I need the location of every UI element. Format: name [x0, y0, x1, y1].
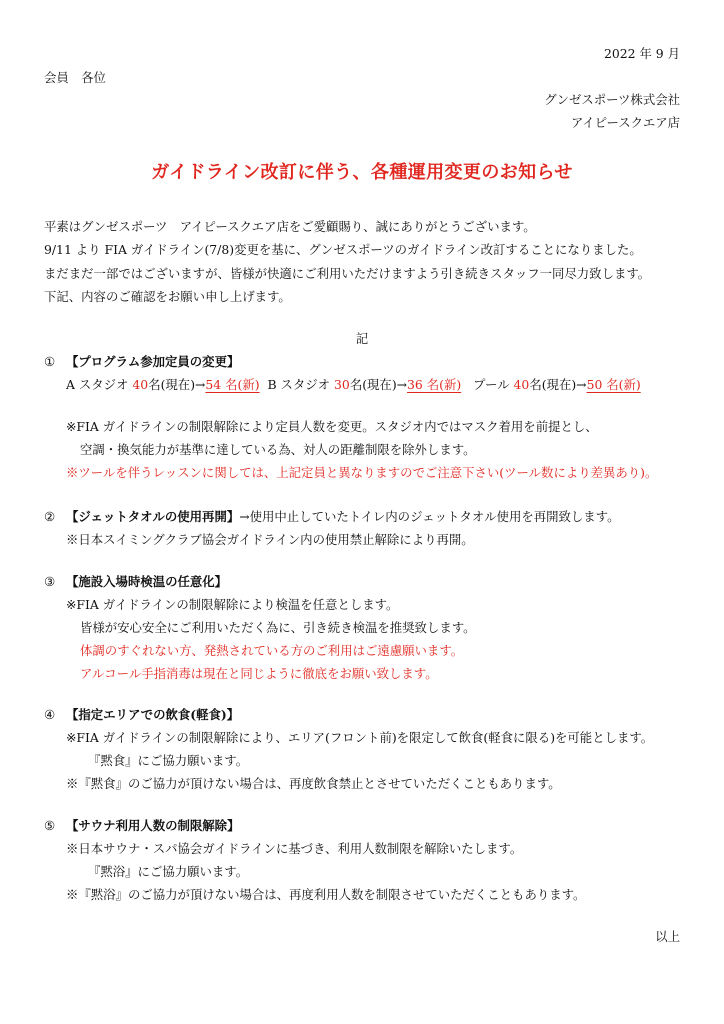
studio-a-new-count: 54 名(新) — [205, 377, 260, 392]
section-2-heading: 【ジェットタオルの使用再開】 — [66, 509, 240, 524]
studio-b-old-suffix: 名(現在)→ — [349, 377, 408, 392]
section-2-number: ② — [44, 509, 56, 524]
intro-line-4: 下記、内容のご確認をお願い申し上げます。 — [44, 289, 291, 304]
pool-old-count: 40 — [513, 377, 530, 392]
section-4-heading: 【指定エリアでの飲食(軽食)】 — [66, 707, 240, 722]
closing-mark: 以上 — [655, 929, 680, 944]
section-5-note-2: 『黙浴』にご協力願います。 — [88, 864, 249, 879]
section-1-note-1: ※FIA ガイドラインの制限解除により定員人数を変更。スタジオ内ではマスク着用を前提とし、 — [66, 419, 598, 434]
section-3-heading: 【施設入場時検温の任意化】 — [66, 574, 228, 589]
studio-b-old-count: 30 — [334, 377, 350, 392]
section-4-number: ④ — [44, 707, 56, 722]
section-1-note-2: 空調・換気能力が基準に達している為、対人の距離制限を除外します。 — [80, 442, 476, 457]
section-3-number: ③ — [44, 574, 56, 589]
section-2-note-1: ※日本スイミングクラブ協会ガイドライン内の使用禁止解除により再開。 — [66, 532, 474, 547]
studio-a-old-suffix: 名(現在)→ — [148, 377, 206, 392]
section-5-number: ⑤ — [44, 818, 56, 833]
company-name: グンゼスポーツ株式会社 — [544, 92, 680, 107]
section-3-note-1: ※FIA ガイドラインの制限解除により検温を任意とします。 — [66, 597, 399, 612]
capacity-line — [66, 379, 641, 391]
intro-line-3: まだまだ一部ではございますが、皆様が快適にご利用いただけますよう引き続きスタッフ一同尽力致します。 — [44, 266, 651, 281]
section-2-line — [66, 511, 619, 523]
studio-b-label: B スタジオ — [267, 377, 331, 392]
recipient: 会員 各位 — [44, 70, 106, 85]
section-5-note-1: ※日本サウナ・スパ協会ガイドラインに基づき、利用人数制限を解除いたします。 — [66, 841, 523, 856]
pool-label: プール — [473, 377, 510, 392]
section-1-note-3: ※ツールを伴うレッスンに関しては、上記定員と異なりますのでご注意下さい(ツール数により差異あり)。 — [66, 465, 658, 480]
section-2-heading-tail: →使用中止していたトイレ内のジェットタオル使用を再開致します。 — [239, 509, 620, 524]
studio-a-label: A スタジオ — [66, 377, 129, 392]
store-name: アイピースクエア店 — [570, 115, 680, 130]
pool-old-suffix: 名(現在)→ — [529, 377, 587, 392]
section-3-note-2: 皆様が安心安全にご利用いただく為に、引き続き検温を推奨致します。 — [80, 620, 476, 635]
intro-line-1: 平素はグンゼスポーツ アイピースクエア店をご愛顧賜り、誠にありがとうございます。 — [44, 219, 536, 234]
section-5-note-3: ※『黙浴』のご協力が頂けない場合は、再度利用人数を制限させていただくこともあります。 — [66, 887, 586, 902]
studio-b-new-count: 36 名(新) — [407, 377, 462, 392]
section-1-number: ① — [44, 354, 56, 369]
section-4-note-3: ※『黙食』のご協力が頂けない場合は、再度飲食禁止とさせていただくこともあります。 — [66, 776, 561, 791]
intro-line-2: 9/11 より FIA ガイドライン(7/8)変更を基に、グンゼスポーツのガイドライン改訂することになりました。 — [44, 242, 642, 257]
section-4-note-2: 『黙食』にご協力願います。 — [88, 753, 249, 768]
issue-date: 2022 年 9 月 — [603, 46, 680, 61]
ki-mark: 記 — [355, 331, 369, 346]
section-4-note-1: ※FIA ガイドラインの制限解除により、エリア(フロント前)を限定して飲食(軽食に限る)を可能とします。 — [66, 730, 654, 745]
pool-new-count: 50 名(新) — [586, 377, 641, 392]
section-1-heading: 【プログラム参加定員の変更】 — [66, 354, 240, 369]
section-5-heading: 【サウナ利用人数の制限解除】 — [66, 818, 240, 833]
section-3-note-3: 体調のすぐれない方、発熱されている方のご利用はご遠慮願います。 — [80, 643, 464, 658]
section-3-note-4: アルコール手指消毒は現在と同じように徹底をお願い致します。 — [80, 666, 438, 681]
studio-a-old-count: 40 — [132, 377, 149, 392]
document-title: ガイドライン改訂に伴う、各種運用変更のお知らせ — [151, 162, 573, 183]
